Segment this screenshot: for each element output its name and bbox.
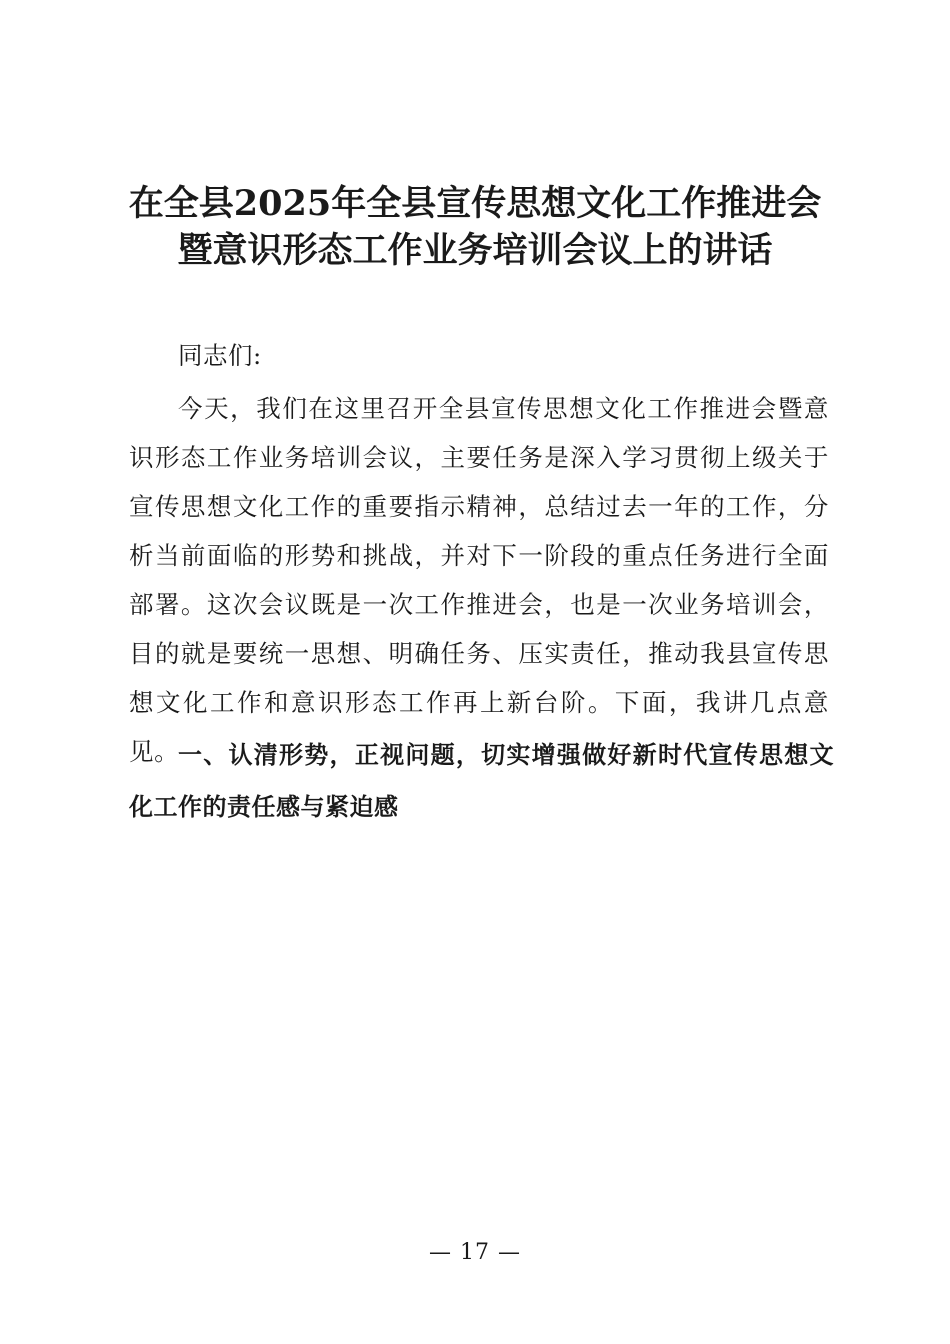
page-number: — 17 — [429,1240,521,1265]
document-title-line-1: 在全县2025年全县宣传思想文化工作推进会 [128,183,822,224]
body-paragraph: 今天，我们在这里召开全县宣传思想文化工作推进会暨意识形态工作业务培训会议，主要任务是深入学习贯彻上级关于宣传思想文化工作的重要指示精神，总结过去一年的工作，分析当前面临的形势和挑战，并对下一阶段的重点任务进行全面部署。这次会议既是一次工作推进会，也是一次业务培训会，目的就是要统一思想、明确任务、压实责任，推动我县宣传思想文化工作和意识形态工作再上新台阶。下面，我讲几点意见。 [129,394,829,766]
section-heading: 一、认清形势，正视问题，切实增强做好新时代宣传思想文化工作的责任感与紧迫感 [129,741,834,821]
salutation: 同志们: [178,341,262,370]
document-title-line-2: 暨意识形态工作业务培训会议上的讲话 [177,230,773,271]
